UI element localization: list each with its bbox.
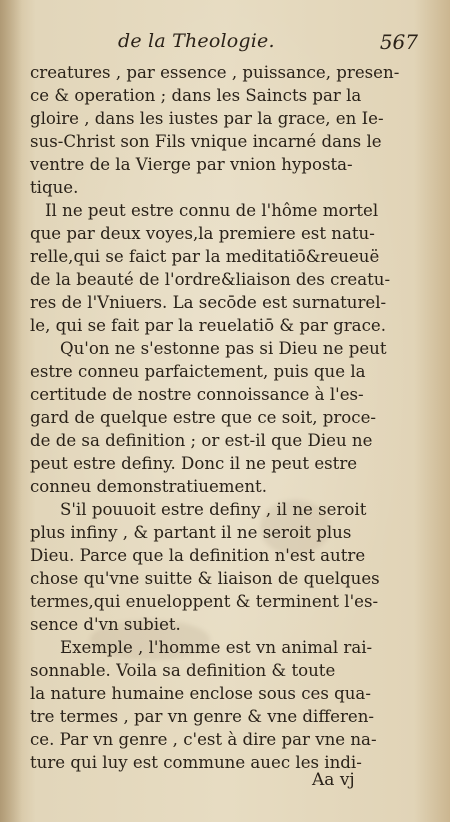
text-line: ventre de la Vierge par vnion hyposta- (30, 155, 353, 174)
text-line: ce & operation ; dans les Saincts par la (30, 86, 362, 105)
text-line: gard de quelque estre que ce soit, proce- (30, 408, 377, 427)
text-line: conneu demonstratiuement. (30, 477, 267, 496)
text-line: de de sa definition ; or est-il que Dieu ne (30, 431, 373, 450)
signature-mark: Aa vj (312, 770, 355, 790)
text-line: de la beauté de l'ordre&liaison des creatu- (30, 270, 391, 289)
text-line: S'il pouuoit estre definy , il ne seroit (60, 500, 367, 519)
text-line: creatures , par essence , puissance, presen- (30, 63, 400, 82)
gutter-shadow (0, 0, 22, 822)
text-line: res de l'Vniuers. La secōde est surnaturel- (30, 293, 387, 312)
text-line: Qu'on ne s'estonne pas si Dieu ne peut (60, 339, 387, 358)
text-line: relle,qui se faict par la meditatiō&reueuë (30, 247, 380, 266)
text-line: que par deux voyes,la premiere est natu- (30, 224, 375, 243)
text-line: peut estre definy. Donc il ne peut estre (30, 454, 358, 473)
text-line: Exemple , l'homme est vn animal rai- (60, 638, 373, 657)
text-line: sence d'vn subiet. (30, 615, 181, 634)
text-line: ce. Par vn genre , c'est à dire par vne na- (30, 730, 377, 749)
page-footer (312, 770, 412, 794)
text-line: sonnable. Voila sa definition & toute (30, 661, 336, 680)
text-line: Dieu. Parce que la definition n'est autre (30, 546, 366, 565)
text-line: chose qu'vne suitte & liaison de quelques (30, 569, 380, 588)
text-line: la nature humaine enclose sous ces qua- (30, 684, 371, 703)
page-header (118, 30, 418, 56)
text-line: sus-Christ son Fils vnique incarné dans le (30, 132, 382, 151)
page-number: 567 (379, 30, 418, 54)
text-line: tique. (30, 178, 79, 197)
text-line: ture qui luy est commune auec les indi- (30, 753, 362, 772)
text-line: termes,qui enueloppent & terminent l'es- (30, 592, 379, 611)
text-line: Il ne peut estre connu de l'hôme mortel (45, 201, 379, 220)
text-line: estre conneu parfaictement, puis que la (30, 362, 366, 381)
text-line: certitude de nostre connoissance à l'es- (30, 385, 364, 404)
running-title: de la Theologie. (118, 30, 275, 52)
text-line: gloire , dans les iustes par la grace, en Ie- (30, 109, 384, 128)
text-line: plus infiny , & partant il ne seroit plus (30, 523, 352, 542)
text-line: tre termes , par vn genre & vne differen- (30, 707, 375, 726)
text-line: le, qui se fait par la reuelatiō & par grace. (30, 316, 386, 335)
